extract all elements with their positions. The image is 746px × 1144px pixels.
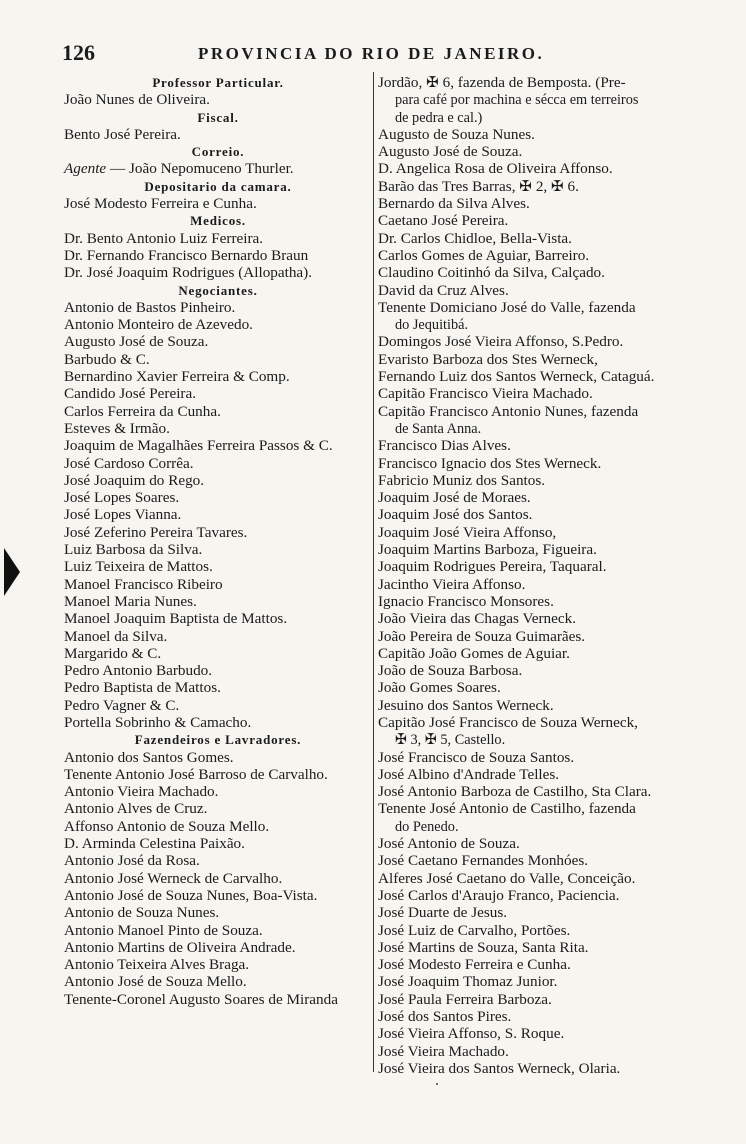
fazendeiros-continued-list — [378, 74, 690, 1077]
list-item: D. Angelica Rosa de Oliveira Affonso. — [378, 160, 613, 178]
list-item: Candido José Pereira. — [64, 385, 197, 403]
list-item: Jesuino dos Santos Werneck. — [378, 696, 554, 714]
list-item: Antonio Monteiro de Azevedo. — [64, 316, 253, 334]
list-item: Joaquim Rodrigues Pereira, Taquaral. — [378, 558, 607, 576]
section-heading-depositario: Depositario da camara. — [144, 178, 292, 194]
list-item: José Antonio de Souza. — [378, 835, 520, 853]
list-item: José Martins de Souza, Santa Rita. — [378, 938, 589, 956]
list-item: Antonio José da Rosa. — [64, 852, 200, 870]
list-item: Jordão, ✠ 6, fazenda de Bemposta. (Pre- — [378, 74, 626, 91]
list-item: Carlos Ferreira da Cunha. — [64, 402, 221, 420]
list-item: Margarido & C. — [64, 644, 162, 662]
list-item: David da Cruz Alves. — [378, 281, 509, 299]
list-item: Carlos Gomes de Aguiar, Barreiro. — [378, 246, 590, 264]
list-item: Bento José Pereira. — [64, 125, 181, 143]
section-heading-correio: Correio. — [191, 144, 245, 160]
negociantes-list — [64, 299, 372, 731]
list-item: João Pereira de Souza Guimarães. — [378, 627, 586, 645]
list-item: Manoel Maria Nunes. — [64, 592, 197, 610]
list-item: Capitão João Gomes de Aguiar. — [378, 644, 570, 662]
list-item: Barão das Tres Barras, ✠ 2, ✠ 6. — [378, 177, 579, 195]
list-item: José Joaquim do Rego. — [64, 471, 205, 489]
page-header — [62, 40, 702, 68]
list-item: José Modesto Ferreira e Cunha. — [64, 195, 257, 213]
list-item: Augusto José de Souza. — [64, 333, 209, 351]
list-item-continuation: de pedra e cal.) — [394, 108, 483, 126]
section-heading-professor: Professor Particular. — [152, 75, 284, 90]
list-item: João Nunes de Oliveira. — [64, 91, 210, 109]
list-item: João Vieira das Chagas Verneck. — [378, 610, 577, 628]
list-item: José Lopes Soares. — [64, 489, 180, 507]
list-item: José Vieira Affonso, S. Roque. — [378, 1025, 565, 1043]
list-item: João de Souza Barbosa. — [378, 662, 523, 680]
list-item: José Luiz de Carvalho, Portões. — [378, 921, 571, 939]
agent-label: Agente — [64, 160, 107, 178]
list-item-continuation: para café por machina e sécca em terreiros — [394, 91, 639, 109]
list-item: Francisco Dias Alves. — [378, 437, 511, 455]
list-item: Antonio José Werneck de Carvalho. — [64, 869, 283, 887]
list-item: Joaquim de Magalhães Ferreira Passos & C. — [64, 437, 333, 455]
list-item: Capitão Francisco Vieira Machado. — [378, 385, 593, 403]
list-item: Antonio de Souza Nunes. — [64, 904, 220, 922]
list-item: Capitão José Francisco de Souza Werneck, — [378, 713, 638, 731]
list-item: Antonio Manoel Pinto de Souza. — [64, 921, 263, 939]
list-item: Bernardo da Silva Alves. — [378, 195, 530, 213]
list-item: José Vieira dos Santos Werneck, Olaria. — [378, 1059, 621, 1077]
column-divider — [373, 72, 374, 1072]
list-item: Manoel Joaquim Baptista de Mattos. — [64, 610, 288, 628]
list-item: Pedro Antonio Barbudo. — [64, 662, 213, 680]
list-item: Manoel Francisco Ribeiro — [64, 575, 223, 593]
list-item: José Carlos d'Araujo Franco, Paciencia. — [378, 886, 620, 904]
list-item: Antonio José de Souza Nunes, Boa-Vista. — [64, 886, 318, 904]
list-item-continuation: ✠ 3, ✠ 5, Castello. — [394, 731, 506, 749]
list-item: José dos Santos Pires. — [378, 1008, 512, 1026]
list-item: Fernando Luiz dos Santos Werneck, Cataguá. — [378, 368, 655, 386]
list-item: José Francisco de Souza Santos. — [378, 748, 575, 766]
list-item: Dr. Fernando Francisco Bernardo Braun — [64, 246, 309, 264]
page-number: 126 — [62, 40, 95, 65]
list-item: Manoel da Silva. — [64, 627, 168, 645]
medicos-list — [64, 230, 372, 282]
list-item: Luiz Barbosa da Silva. — [64, 541, 203, 559]
ink-dot — [436, 1083, 438, 1085]
list-item: Affonso Antonio de Souza Mello. — [64, 817, 270, 835]
list-item: Tenente-Coronel Augusto Soares de Miranda — [64, 990, 338, 1008]
section-heading-medicos: Medicos. — [190, 213, 246, 229]
list-item: Antonio José de Souza Mello. — [64, 973, 247, 991]
list-item: José Zeferino Pereira Tavares. — [64, 523, 248, 541]
section-heading-fiscal: Fiscal. — [197, 109, 239, 125]
list-item: José Vieira Machado. — [378, 1042, 509, 1060]
list-item: Antonio Vieira Machado. — [64, 783, 219, 801]
left-column — [64, 74, 372, 1008]
list-item: Antonio de Bastos Pinheiro. — [64, 298, 236, 316]
list-item: José Paula Ferreira Barboza. — [378, 990, 552, 1008]
list-item: Tenente Antonio José Barroso de Carvalho. — [64, 765, 328, 783]
list-item: Antonio Martins de Oliveira Andrade. — [64, 938, 296, 956]
list-item: Joaquim Martins Barboza, Figueira. — [378, 541, 597, 559]
margin-thumb-mark-icon — [4, 548, 20, 596]
list-item: Pedro Baptista de Mattos. — [64, 679, 221, 697]
list-item-continuation: de Santa Anna. — [394, 419, 482, 437]
list-item: Esteves & Irmão. — [64, 419, 170, 437]
list-item-continuation: do Jequitibá. — [394, 316, 469, 334]
list-item: Joaquim José dos Santos. — [378, 506, 533, 524]
list-item-continuation: do Penedo. — [394, 817, 459, 835]
list-item: Augusto José de Souza. — [378, 143, 523, 161]
section-heading-negociantes: Negociantes. — [178, 282, 258, 298]
list-item: Luiz Teixeira de Mattos. — [64, 558, 213, 576]
list-item: Francisco Ignacio dos Stes Werneck. — [378, 454, 602, 472]
list-item: Antonio dos Santos Gomes. — [64, 748, 234, 766]
list-item: D. Arminda Celestina Paixão. — [64, 835, 245, 853]
list-item: Augusto de Souza Nunes. — [378, 125, 535, 143]
list-item: José Antonio Barboza de Castilho, Sta Clara. — [378, 783, 652, 801]
list-item: Alferes José Caetano do Valle, Conceição. — [378, 869, 636, 887]
list-item: Portella Sobrinho & Camacho. — [64, 713, 252, 731]
right-column — [378, 74, 690, 1077]
list-item: Evaristo Barboza dos Stes Werneck, — [378, 350, 598, 368]
list-item — [64, 160, 372, 177]
list-item: Caetano José Pereira. — [378, 212, 509, 230]
list-item: Barbudo & C. — [64, 350, 150, 368]
list-item: Ignacio Francisco Monsores. — [378, 592, 554, 610]
list-item: Joaquim José de Moraes. — [378, 489, 531, 507]
list-item: Capitão Francisco Antonio Nunes, fazenda — [378, 402, 639, 420]
list-item: José Caetano Fernandes Monhóes. — [378, 852, 589, 870]
list-item: Tenente Domiciano José do Valle, fazenda — [378, 298, 636, 316]
list-item: Claudino Coitinhó da Silva, Calçado. — [378, 264, 605, 282]
list-item: Joaquim José Vieira Affonso, — [378, 523, 557, 541]
list-item: José Joaquim Thomaz Junior. — [378, 973, 558, 991]
list-item: José Cardoso Corrêa. — [64, 454, 194, 472]
list-item: Pedro Vagner & C. — [64, 696, 180, 714]
list-item: João Gomes Soares. — [378, 679, 501, 697]
list-item: Antonio Alves de Cruz. — [64, 800, 208, 818]
list-item: Jacintho Vieira Affonso. — [378, 575, 526, 593]
list-item: Fabricio Muniz dos Santos. — [378, 471, 546, 489]
list-item: Dr. José Joaquim Rodrigues (Allopatha). — [64, 264, 313, 282]
list-item: José Duarte de Jesus. — [378, 904, 508, 922]
list-item: Dr. Bento Antonio Luiz Ferreira. — [64, 229, 264, 247]
agent-name: — João Nepomuceno Thurler. — [106, 160, 294, 178]
list-item: Antonio Teixeira Alves Braga. — [64, 956, 250, 974]
list-item: Bernardino Xavier Ferreira & Comp. — [64, 368, 290, 386]
section-heading-fazendeiros: Fazendeiros e Lavradores. — [134, 732, 302, 748]
list-item: José Albino d'Andrade Telles. — [378, 765, 560, 783]
fazendeiros-list — [64, 749, 372, 1008]
list-item: José Lopes Vianna. — [64, 506, 182, 524]
running-title: PROVINCIA DO RIO DE JANEIRO. — [198, 44, 545, 63]
list-item: Tenente José Antonio de Castilho, fazenda — [378, 800, 636, 818]
list-item: José Modesto Ferreira e Cunha. — [378, 956, 571, 974]
list-item: Domingos José Vieira Affonso, S.Pedro. — [378, 333, 624, 351]
list-item: Dr. Carlos Chidloe, Bella-Vista. — [378, 229, 572, 247]
